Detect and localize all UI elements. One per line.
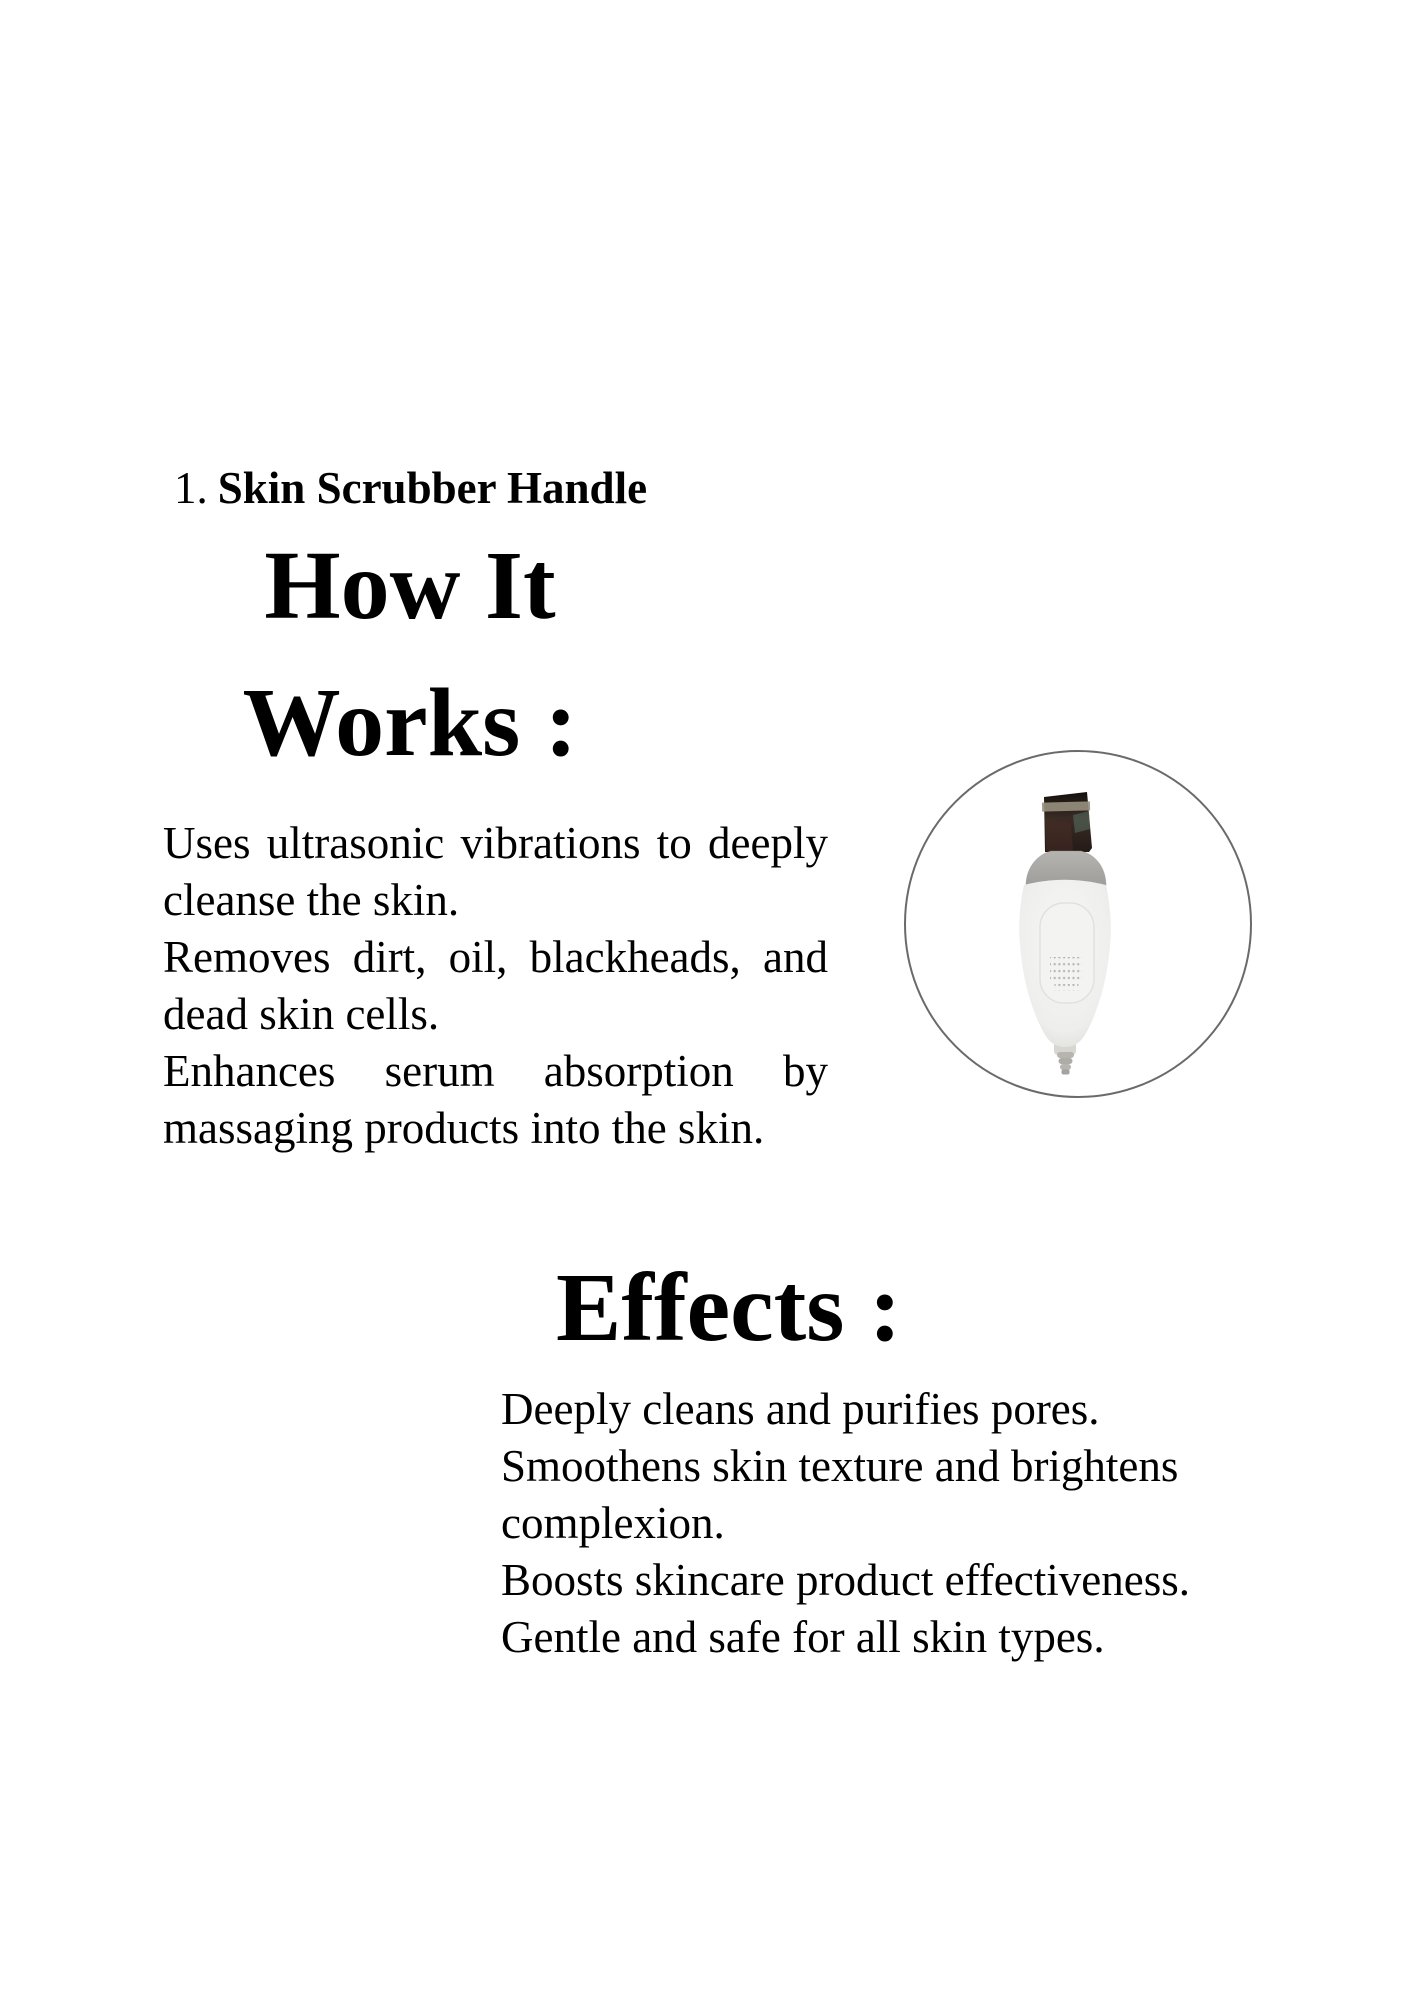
body-line: Boosts skincare product effectiveness. xyxy=(501,1555,1190,1605)
body-line: Smoothens skin texture and brightens xyxy=(501,1441,1179,1491)
body-line: Enhances serum absorption by xyxy=(163,1046,828,1096)
body-line: Gentle and safe for all skin types. xyxy=(501,1612,1105,1662)
how-it-works-paragraph xyxy=(163,815,828,1157)
dot-grid xyxy=(1050,957,1082,991)
spatula-blade xyxy=(1042,792,1092,852)
body-line: cleanse the skin. xyxy=(163,875,460,925)
body-line: Uses ultrasonic vibrations to deeply xyxy=(163,818,828,868)
section-number: 1. xyxy=(174,463,208,513)
body-line: massaging products into the skin. xyxy=(163,1103,765,1153)
how-it-works-heading xyxy=(120,518,700,792)
body-line: complexion. xyxy=(501,1498,725,1548)
heading-line: How It xyxy=(264,532,556,640)
body-line: Removes dirt, oil, blackheads, and xyxy=(163,932,828,982)
effects-heading: Effects : xyxy=(556,1254,902,1362)
product-photo-circle xyxy=(903,749,1253,1099)
body-line: Deeply cleans and purifies pores. xyxy=(501,1384,1100,1434)
skin-scrubber-illustration xyxy=(903,749,1253,1099)
section-title: Skin Scrubber Handle xyxy=(217,463,648,513)
effects-paragraph xyxy=(501,1381,1246,1666)
section-heading xyxy=(174,461,647,515)
heading-line: Works : xyxy=(242,669,578,777)
body-line: dead skin cells. xyxy=(163,989,440,1039)
